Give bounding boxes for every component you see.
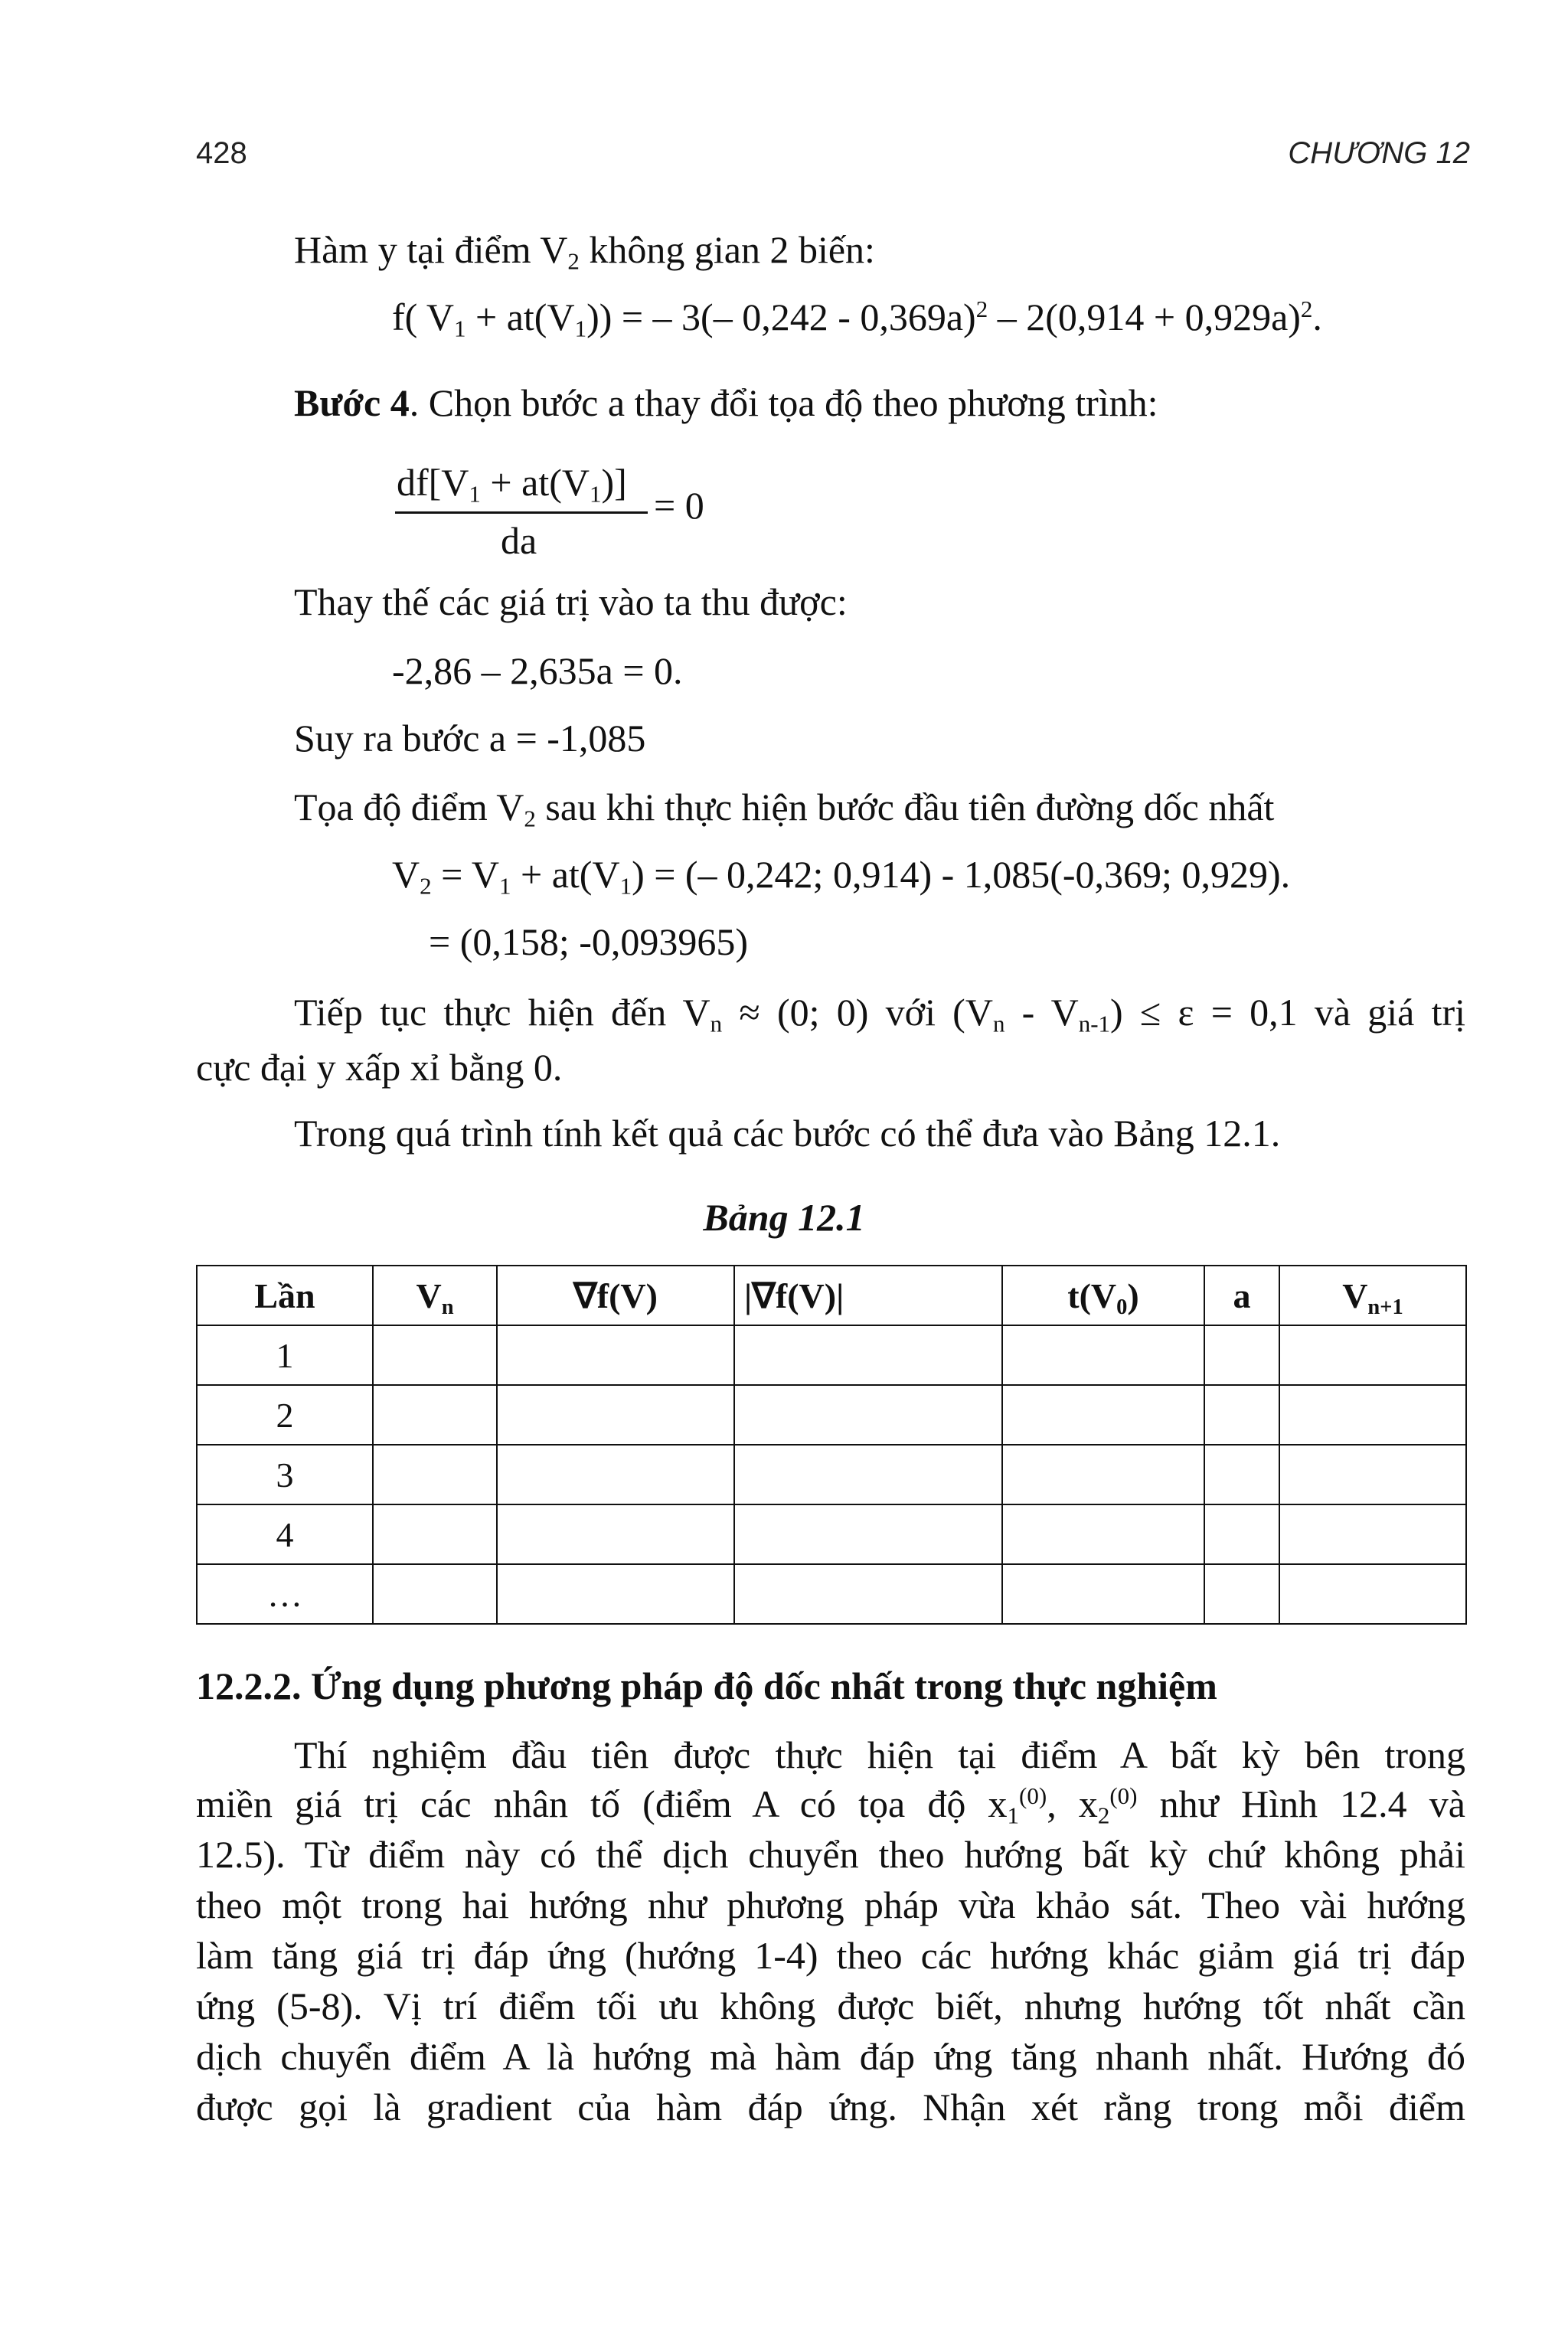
page-number: 428 bbox=[196, 136, 247, 170]
col-header-lan: Lần bbox=[197, 1266, 373, 1325]
col-header-vn: $V_n$ bbox=[373, 1266, 497, 1325]
row-index: … bbox=[197, 1564, 373, 1624]
table-row bbox=[197, 1325, 1466, 1385]
text-line-continue: Tiếp tục thực hiện đến $V_n \approx (0$; 0) với $(V_n - V_{n-1}) \le \varepsilon = 0,1$ và giá trị bbox=[294, 991, 1465, 1037]
table-row bbox=[197, 1504, 1466, 1564]
results-table bbox=[196, 1265, 1467, 1625]
paragraph-line-3: 12.5). Từ điểm này có thể dịch chuyển theo hướng bất kỳ chứ không phải bbox=[196, 1833, 1465, 1876]
col-header-vn1: $V_{n+1}$ bbox=[1279, 1266, 1466, 1325]
row-index: 4 bbox=[197, 1504, 373, 1564]
row-index: 2 bbox=[197, 1385, 373, 1445]
paragraph-line-8: được gọi là gradient của hàm đáp ứng. Nhận xét rằng trong mỗi điểm bbox=[196, 2086, 1465, 2128]
equation-function: f( $V_1 + at(V_1)$) = – 3(– $0,242 - 0,369a)^2 - 2(0,914 + 0,929a)^2$. bbox=[392, 295, 1322, 342]
fraction-denominator: da bbox=[501, 519, 537, 562]
text-line-1: Hàm y tại điểm $V_2$ không gian 2 biến: bbox=[294, 228, 875, 275]
table-row bbox=[197, 1445, 1466, 1504]
chapter-title: CHƯƠNG 12 bbox=[1288, 136, 1470, 170]
text-line-table-ref: Trong quá trình tính kết quả các bước có thể đưa vào Bảng 12.1. bbox=[294, 1112, 1281, 1155]
row-index: 3 bbox=[197, 1445, 373, 1504]
fraction-bar bbox=[395, 511, 648, 514]
col-header-gradient: ∇f(V) bbox=[497, 1266, 734, 1325]
text-line-coordinates: Tọa độ điểm $V_2$ sau khi thực hiện bước đầu tiên đường dốc nhất bbox=[294, 786, 1275, 832]
table-row bbox=[197, 1564, 1466, 1624]
paragraph-line-6: ứng (5-8). Vị trí điểm tối ưu không được biết, nhưng hướng tốt nhất cần bbox=[196, 1984, 1465, 2027]
section-heading: 12.2.2. Ứng dụng phương pháp độ dốc nhất trong thực nghiệm bbox=[196, 1664, 1217, 1707]
paragraph-line-1: Thí nghiệm đầu tiên được thực hiện tại điểm A bất kỳ bên trong bbox=[294, 1733, 1465, 1776]
step-4-line: Bước 4. Chọn bước a thay đổi tọa độ theo phương trình: bbox=[294, 381, 1158, 424]
col-header-a: a bbox=[1204, 1266, 1279, 1325]
equation-linear: -2,86 – 2,635a = 0. bbox=[392, 649, 683, 692]
fraction-equals: = 0 bbox=[654, 484, 704, 527]
col-header-gradient-norm: |∇f(V)| bbox=[734, 1266, 1002, 1325]
row-index: 1 bbox=[197, 1325, 373, 1385]
text-line-substitute: Thay thế các giá trị vào ta thu được: bbox=[294, 580, 848, 623]
col-header-t: $t(V_0)$ bbox=[1002, 1266, 1204, 1325]
text-line-max: cực đại y xấp xỉ bằng 0. bbox=[196, 1046, 563, 1089]
equation-v2: $V_2 = V_1 + at(V_1)$ = (– 0,242; 0,914) - 1,085(-0,369; 0,929). bbox=[392, 853, 1291, 900]
text-line-step-a: Suy ra bước a = -1,085 bbox=[294, 717, 646, 760]
paragraph-line-5: làm tăng giá trị đáp ứng (hướng 1-4) theo các hướng khác giảm giá trị đáp bbox=[196, 1934, 1465, 1977]
paragraph-line-7: dịch chuyển điểm A là hướng mà hàm đáp ứng tăng nhanh nhất. Hướng đó bbox=[196, 2035, 1465, 2078]
paragraph-line-2: miền giá trị các nhân tố (điểm A có tọa độ $x_1^{(0)}$, $x_2^{(0)}$ như Hình 12.4 và bbox=[196, 1782, 1465, 1829]
paragraph-line-4: theo một trong hai hướng như phương pháp vừa khảo sát. Theo vài hướng bbox=[196, 1883, 1465, 1926]
table-header-row bbox=[197, 1266, 1466, 1325]
table-row bbox=[197, 1385, 1466, 1445]
equation-v2-result: = (0,158; -0,093965) bbox=[429, 920, 749, 963]
fraction-numerator: $df[V_1 + at(V_1)]$ bbox=[397, 461, 627, 508]
table-caption: Bảng 12.1 bbox=[703, 1196, 865, 1239]
